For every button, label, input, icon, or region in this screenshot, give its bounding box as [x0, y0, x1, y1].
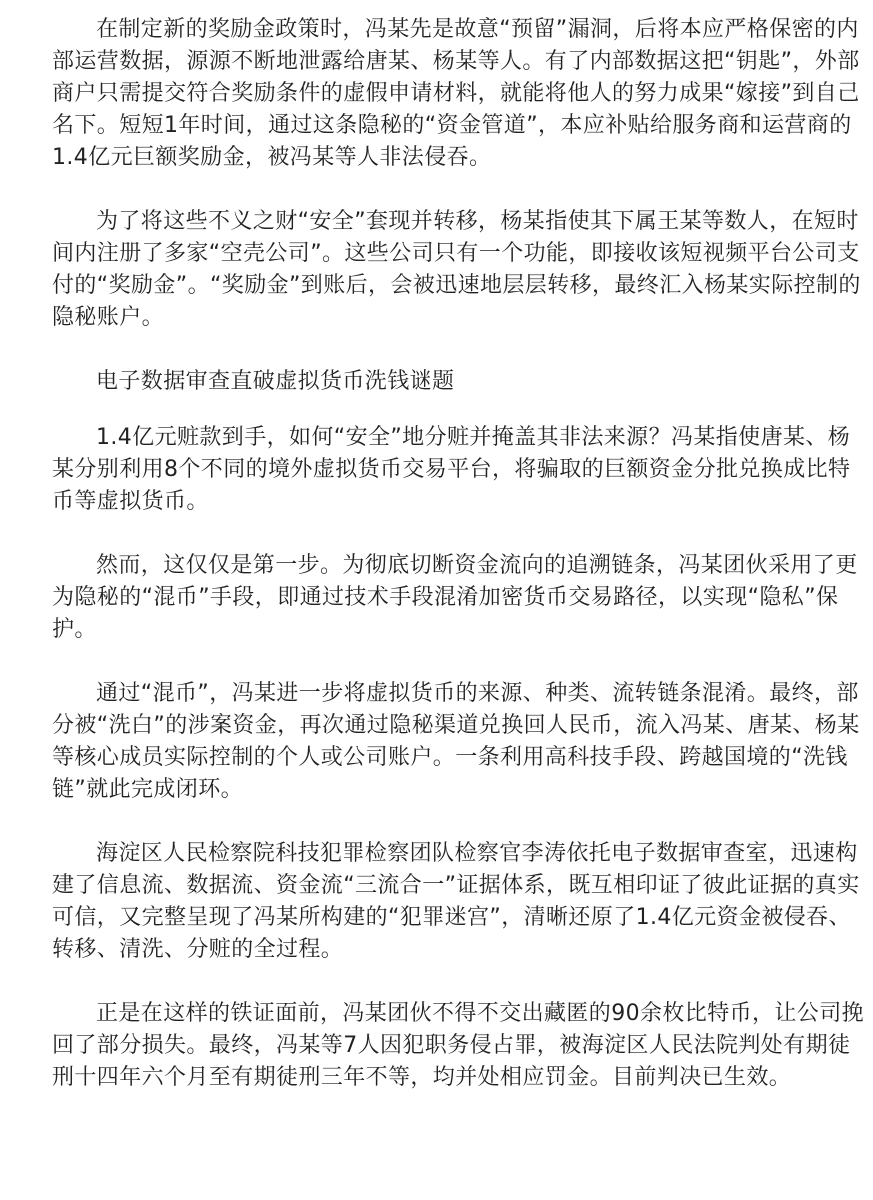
paragraph-laundering-chain: 通过“混币”，冯某进一步将虚拟货币的来源、种类、流转链条混淆。最终，部分被“洗白”的涉案资金，再次通过隐秘渠道兑换回人民币，流入冯某、唐某、杨某等核心成员实际控制的个人或公司账户。一条利用高科技手段、跨越国境的“洗钱链”就此完成闭环。 — [52, 681, 860, 802]
paragraph-verdict: 正是在这样的铁证面前，冯某团伙不得不交出藏匿的90余枚比特币，让公司挽回了部分损失。最终，冯某等7人因犯职务侵占罪，被海淀区人民法院判处有期徒刑十四年六个月至有期徒刑三年不等，均并处相应罚金。目前判决已生效。 — [52, 1001, 864, 1090]
paragraph-shell-companies: 为了将这些不义之财“安全”套现并转移，杨某指使其下属王某等数人，在短时间内注册了多家“空壳公司”。这些公司只有一个功能，即接收该短视频平台公司支付的“奖励金”。“奖励金”到账后，会被迅速地层层转移，最终汇入杨某实际控制的隐秘账户。 — [52, 209, 861, 330]
paragraph-crypto-exchange: 1.4亿元赃款到手，如何“安全”地分赃并掩盖其非法来源？冯某指使唐某、杨某分别利用8个不同的境外虚拟货币交易平台，将骗取的巨额资金分批兑换成比特币等虚拟货币。 — [52, 425, 851, 514]
section-heading: 电子数据审查直破虚拟货币洗钱谜题 — [96, 369, 455, 394]
article-body — [52, 14, 864, 1126]
paragraph-reward-loophole: 在制定新的奖励金政策时，冯某先是故意“预留”漏洞，后将本应严格保密的内部运营数据，源源不断地泄露给唐某、杨某等人。有了内部数据这把“钥匙”，外部商户只需提交符合奖励条件的虚假申请材料，就能将他人的努力成果“嫁接”到自己名下。短短1年时间，通过这条隐秘的“资金管道”，本应补贴给服务商和运营商的1.4亿元巨额奖励金，被冯某等人非法侵吞。 — [52, 17, 860, 170]
paragraph-coin-mixing: 然而，这仅仅是第一步。为彻底切断资金流向的追溯链条，冯某团伙采用了更为隐秘的“混币”手段，即通过技术手段混淆加密货币交易路径，以实现“隐私”保护。 — [52, 553, 858, 642]
paragraph-evidence-system: 海淀区人民检察院科技犯罪检察团队检察官李涛依托电子数据审查室，迅速构建了信息流、数据流、资金流“三流合一”证据体系，既互相印证了彼此证据的真实可信，又完整呈现了冯某所构建的“犯罪迷宫”，清晰还原了1.4亿元资金被侵吞、转移、清洗、分赃的全过程。 — [52, 841, 860, 962]
